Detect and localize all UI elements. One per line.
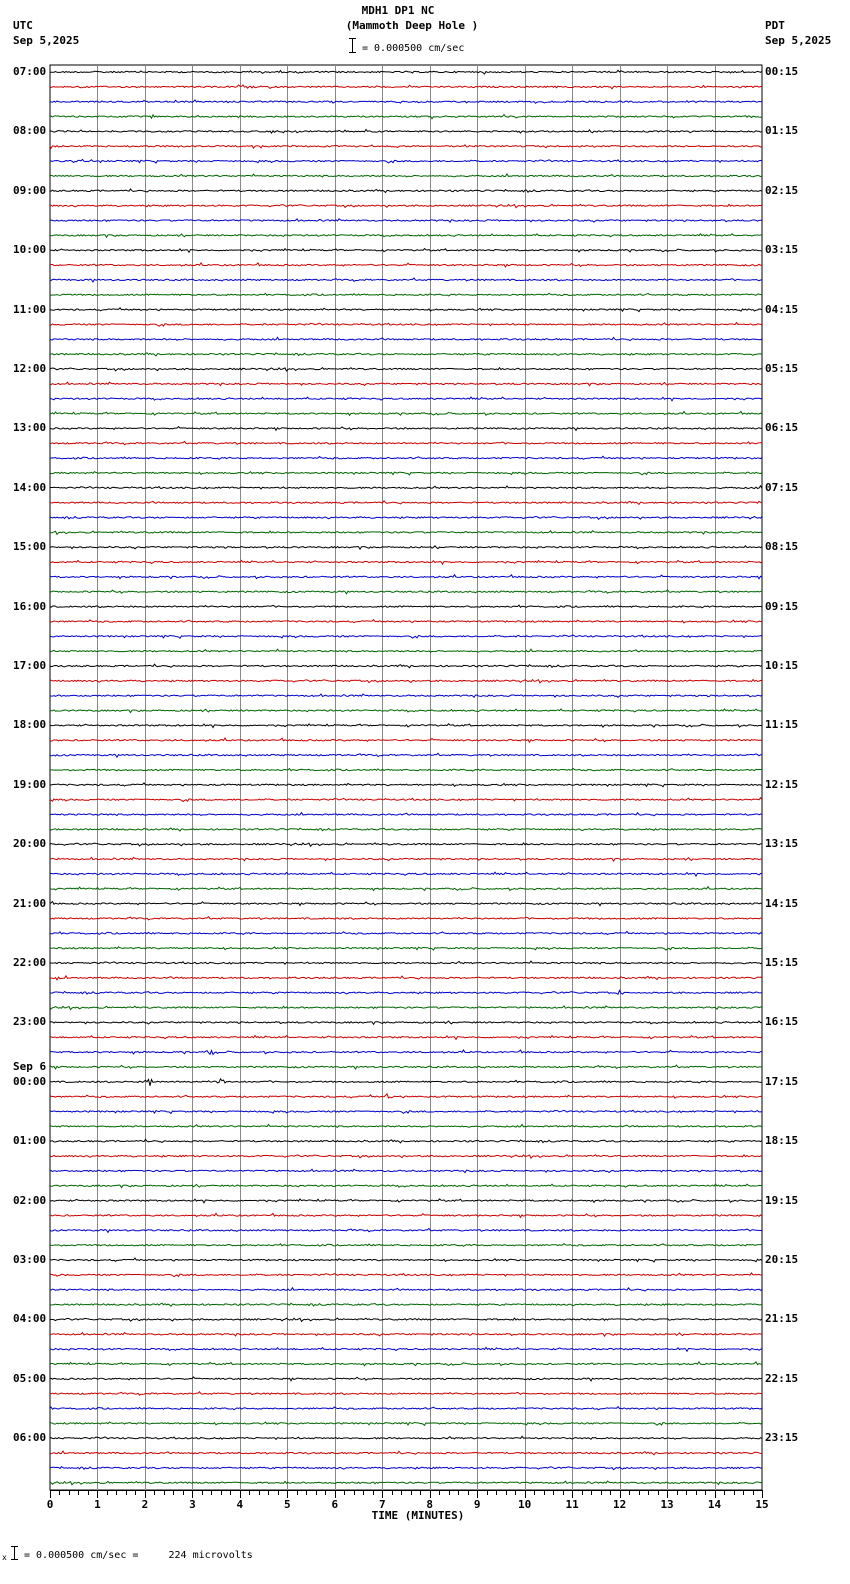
pdt-hour-label: 12:15	[765, 777, 799, 791]
utc-hour-label: 06:00	[13, 1431, 47, 1445]
trace-line	[50, 368, 762, 371]
trace-line	[50, 768, 762, 771]
trace-line	[50, 1199, 762, 1203]
trace-line	[50, 1094, 762, 1098]
trace-line	[50, 100, 762, 103]
utc-hour-label: 03:00	[13, 1253, 47, 1266]
pdt-hour-label: 08:15	[765, 540, 799, 554]
trace-line	[50, 219, 762, 222]
utc-hour-label: 04:00	[13, 1312, 47, 1326]
trace-line	[50, 931, 762, 934]
trace-line	[50, 783, 762, 787]
trace-line	[50, 234, 762, 238]
x-tick-label: 11	[565, 1498, 579, 1511]
pdt-hour-label: 09:15	[765, 599, 799, 613]
footer-scale-text: = 0.000500 cm/sec = 224 microvolts	[24, 1550, 253, 1561]
x-tick-label: 5	[284, 1498, 291, 1511]
trace-line	[50, 85, 762, 89]
left-timezone: UTC	[13, 19, 33, 32]
trace-line	[50, 1050, 762, 1055]
pdt-hour-label: 11:15	[765, 718, 799, 732]
footer-scale-prefix: x	[2, 1553, 7, 1562]
x-tick-label: 2	[141, 1498, 149, 1511]
trace-line	[50, 1244, 762, 1247]
trace-line	[50, 1407, 762, 1410]
date-change-label: Sep 6	[13, 1059, 47, 1073]
trace-line	[50, 902, 762, 906]
trace-line	[50, 664, 762, 668]
trace-line	[50, 1006, 762, 1010]
trace-line	[50, 546, 762, 549]
plot-frame	[50, 65, 762, 1490]
utc-hour-label: 17:00	[13, 659, 47, 672]
utc-hour-label: 00:00	[13, 1074, 47, 1088]
utc-hour-label: 10:00	[13, 243, 47, 257]
trace-line	[50, 635, 762, 638]
utc-hour-label: 07:00	[13, 65, 47, 78]
pdt-hour-label: 15:15	[765, 956, 799, 969]
pdt-hour-label: 22:15	[765, 1371, 799, 1385]
trace-line	[50, 976, 762, 980]
trace-line	[50, 649, 762, 652]
pdt-hour-label: 05:15	[765, 362, 799, 375]
pdt-hour-label: 00:15	[765, 65, 799, 78]
utc-hour-label: 22:00	[13, 956, 47, 969]
trace-line	[50, 456, 762, 459]
trace-line	[50, 1139, 762, 1143]
right-date: Sep 5,2025	[765, 34, 832, 47]
trace-line	[50, 1318, 762, 1321]
trace-line	[50, 115, 762, 119]
trace-line	[50, 1155, 762, 1158]
utc-hour-label: 19:00	[13, 777, 47, 791]
trace-line	[50, 738, 762, 742]
trace-line	[50, 961, 762, 964]
x-tick-label: 1	[94, 1498, 101, 1511]
trace-line	[50, 1021, 762, 1024]
footer-scale-bar-icon	[14, 1546, 15, 1560]
x-tick-label: 13	[660, 1498, 674, 1511]
trace-line	[50, 70, 762, 74]
trace-line	[50, 1079, 762, 1086]
x-tick-label: 6	[331, 1498, 339, 1511]
utc-hour-label: 01:00	[13, 1134, 47, 1148]
pdt-hour-label: 01:15	[765, 124, 799, 138]
trace-line	[50, 486, 762, 489]
trace-line	[50, 263, 762, 267]
trace-line	[50, 189, 762, 193]
utc-hour-label: 09:00	[13, 183, 47, 197]
trace-line	[50, 620, 762, 623]
utc-hour-label: 16:00	[13, 599, 47, 613]
utc-hour-label: 11:00	[13, 302, 47, 316]
pdt-hour-label: 21:15	[765, 1312, 799, 1326]
x-tick-label: 7	[378, 1498, 386, 1511]
trace-line	[50, 1451, 762, 1455]
trace-line	[50, 872, 762, 876]
trace-line	[50, 531, 762, 535]
trace-line	[50, 308, 762, 312]
utc-hour-label: 23:00	[13, 1015, 47, 1029]
x-axis-label: TIME (MINUTES)	[371, 1509, 465, 1522]
pdt-hour-label: 19:15	[765, 1193, 799, 1207]
trace-line	[50, 843, 762, 846]
trace-line	[50, 1303, 762, 1306]
trace-line	[50, 501, 762, 505]
trace-line	[50, 1288, 762, 1291]
trace-line	[50, 1110, 762, 1113]
pdt-hour-label: 02:15	[765, 183, 799, 197]
trace-line	[50, 1333, 762, 1337]
pdt-hour-label: 03:15	[765, 243, 799, 257]
trace-line	[50, 1258, 762, 1262]
pdt-hour-label: 06:15	[765, 421, 799, 435]
trace-line	[50, 1213, 762, 1217]
trace-line	[50, 990, 762, 994]
trace-line	[50, 605, 762, 608]
pdt-hour-label: 18:15	[765, 1134, 799, 1148]
trace-line	[50, 887, 762, 891]
x-tick-label: 4	[236, 1498, 244, 1511]
trace-line	[50, 382, 762, 386]
trace-line	[50, 278, 762, 282]
trace-line	[50, 798, 762, 802]
station-location: (Mammoth Deep Hole )	[345, 19, 479, 32]
utc-hour-label: 08:00	[13, 124, 47, 138]
utc-hour-label: 02:00	[13, 1193, 47, 1207]
utc-hour-label: 20:00	[13, 837, 47, 851]
trace-line	[50, 1392, 762, 1395]
trace-line	[50, 560, 762, 564]
pdt-hour-label: 04:15	[765, 302, 799, 316]
pdt-hour-label: 10:15	[765, 659, 799, 672]
trace-line	[50, 337, 762, 340]
x-tick-label: 14	[707, 1498, 722, 1511]
x-tick-label: 3	[189, 1498, 196, 1511]
trace-line	[50, 947, 762, 950]
trace-line	[50, 1273, 762, 1277]
trace-line	[50, 1481, 762, 1485]
pdt-hour-label: 13:15	[765, 837, 799, 851]
x-tick-label: 12	[612, 1498, 627, 1511]
x-tick-label: 9	[473, 1498, 481, 1511]
trace-line	[50, 516, 762, 519]
trace-line	[50, 753, 762, 757]
trace-line	[50, 130, 762, 134]
trace-line	[50, 590, 762, 594]
pdt-hour-label: 17:15	[765, 1074, 799, 1088]
trace-line	[50, 828, 762, 831]
utc-hour-label: 13:00	[13, 421, 47, 435]
trace-line	[50, 709, 762, 713]
x-tick-label: 0	[46, 1498, 54, 1511]
trace-line	[50, 1377, 762, 1381]
utc-hour-label: 15:00	[13, 540, 47, 554]
trace-line	[50, 145, 762, 148]
trace-line	[50, 575, 762, 579]
pdt-hour-label: 23:15	[765, 1431, 799, 1445]
trace-line	[50, 1184, 762, 1188]
trace-line	[50, 174, 762, 177]
trace-line	[50, 1124, 762, 1127]
utc-hour-label: 14:00	[13, 480, 47, 494]
trace-line	[50, 1362, 762, 1366]
utc-hour-label: 12:00	[13, 362, 47, 375]
trace-line	[50, 353, 762, 356]
pdt-hour-label: 07:15	[765, 480, 799, 494]
pdt-hour-label: 16:15	[765, 1015, 799, 1029]
trace-line	[50, 159, 762, 163]
trace-line	[50, 1467, 762, 1470]
trace-line	[50, 724, 762, 728]
trace-line	[50, 1228, 762, 1232]
trace-line	[50, 441, 762, 444]
x-tick-label: 10	[518, 1498, 532, 1511]
trace-line	[50, 917, 762, 920]
utc-hour-label: 18:00	[13, 718, 47, 732]
trace-line	[50, 1169, 762, 1172]
trace-line	[50, 680, 762, 683]
x-tick-label: 15	[755, 1498, 769, 1511]
station-title: MDH1 DP1 NC	[361, 4, 435, 17]
trace-line	[50, 1347, 762, 1351]
trace-line	[50, 411, 762, 415]
trace-line	[50, 813, 762, 816]
trace-line	[50, 1436, 762, 1439]
trace-line	[50, 293, 762, 296]
trace-line	[50, 323, 762, 327]
utc-hour-label: 05:00	[13, 1371, 47, 1385]
x-tick-label: 8	[426, 1498, 434, 1511]
trace-line	[50, 249, 762, 253]
pdt-hour-label: 14:15	[765, 896, 799, 910]
left-date: Sep 5,2025	[13, 34, 80, 47]
trace-line	[50, 427, 762, 431]
trace-line	[50, 472, 762, 475]
trace-line	[50, 1036, 762, 1040]
trace-line	[50, 1065, 762, 1069]
trace-line	[50, 1422, 762, 1425]
right-timezone: PDT	[765, 19, 785, 32]
trace-line	[50, 397, 762, 401]
trace-line	[50, 694, 762, 697]
trace-line	[50, 204, 762, 207]
utc-hour-label: 21:00	[13, 896, 47, 910]
scale-label: = 0.000500 cm/sec	[362, 43, 465, 54]
pdt-hour-label: 20:15	[765, 1253, 799, 1266]
trace-line	[50, 857, 762, 861]
